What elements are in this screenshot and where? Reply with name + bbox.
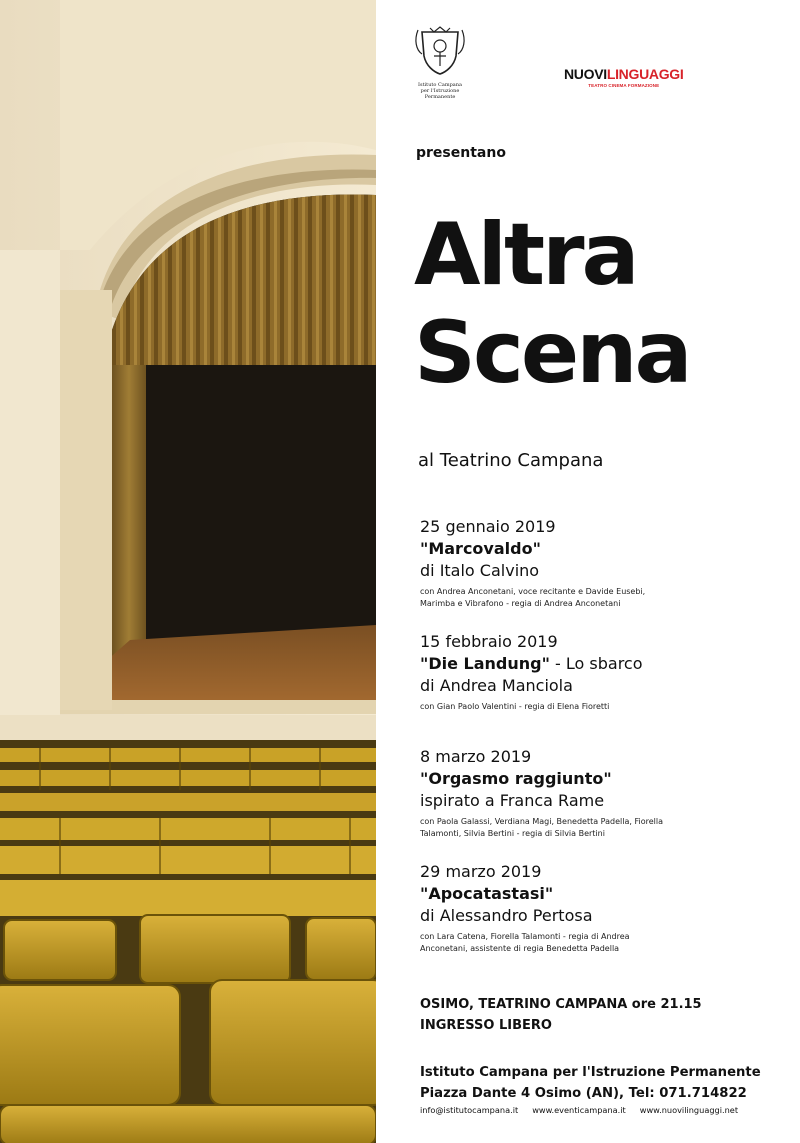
event-credits: con Lara Catena, Fiorella Talamonti - regia di Andrea Anconetani, assistente di regia Benedetta Padella (420, 932, 630, 953)
event-title: "Orgasmo raggiunto" (420, 769, 612, 788)
event-item (420, 631, 670, 713)
event-author: di Alessandro Pertosa (420, 906, 593, 925)
crest-icon (412, 26, 468, 78)
event-author: ispirato a Franca Rame (420, 791, 605, 810)
event-item (420, 861, 665, 955)
venue-info (420, 994, 702, 1036)
event-date: 15 febbraio 2019 (420, 632, 558, 651)
text-column (376, 0, 800, 1143)
page-title (414, 206, 690, 402)
nuovi-linguaggi-logo (564, 66, 683, 88)
venue-line1: OSIMO, TEATRINO CAMPANA ore 21.15 (420, 997, 702, 1012)
event-author: di Andrea Manciola (420, 676, 573, 695)
event-credits: con Paola Galassi, Verdiana Magi, Benedetta Padella, Fiorella Talamonti, Silvia Bertini - regia di Silvia Bertini (420, 817, 663, 838)
title-line1: Altra (414, 205, 637, 305)
event-title-row (420, 883, 665, 905)
istituto-campana-logo (412, 26, 468, 100)
event-author: di Italo Calvino (420, 561, 540, 580)
event-date: 8 marzo 2019 (420, 747, 532, 766)
event-item (420, 516, 670, 610)
event-date: 25 gennaio 2019 (420, 517, 556, 536)
event-title-row (420, 538, 670, 560)
venue-line2: INGRESSO LIBERO (420, 1018, 552, 1033)
event-title: "Marcovaldo" (420, 539, 541, 558)
subtitle: al Teatrino Campana (418, 450, 604, 471)
campana-logo-line1: Istituto Campana (418, 82, 462, 88)
website-link-eventi[interactable]: www.eventicampana.it (532, 1105, 626, 1115)
event-title: "Apocatastasi" (420, 884, 554, 903)
event-date: 29 marzo 2019 (420, 862, 542, 881)
event-title-row (420, 653, 670, 675)
organizer-line2: Piazza Dante 4 Osimo (AN), Tel: 071.714822 (420, 1086, 747, 1101)
organizer-info (420, 1062, 761, 1104)
campana-logo-line2: per l'Istruzione Permanente (420, 88, 460, 100)
event-title: "Die Landung" (420, 654, 550, 673)
event-title-suffix: - Lo sbarco (549, 654, 643, 673)
website-link-nuovilinguaggi[interactable]: www.nuovilinguaggi.net (639, 1105, 739, 1115)
theatre-photo (0, 0, 376, 1143)
nuovi-logo-subtitle: TEATRO CINEMA FORMAZIONE (588, 83, 660, 88)
event-credits: con Andrea Anconetani, voce recitante e Davide Eusebi, Marimba e Vibrafono - regia di Andrea Anconetani (420, 587, 646, 608)
event-title-row (420, 768, 665, 790)
nuovi-logo-part2: LINGUAGGI (606, 66, 684, 82)
intro-text: presentano (416, 145, 506, 161)
organizer-line1: Istituto Campana per l'Istruzione Permanente (420, 1065, 761, 1080)
title-line2: Scena (414, 303, 690, 403)
event-credits: con Gian Paolo Valentini - regia di Elena Fioretti (420, 702, 610, 711)
nuovi-logo-part1: NUOVI (564, 66, 607, 82)
campana-logo-text (412, 82, 468, 100)
email-link[interactable]: info@istitutocampana.it (420, 1105, 519, 1115)
contacts (420, 1105, 738, 1115)
event-item (420, 746, 665, 840)
